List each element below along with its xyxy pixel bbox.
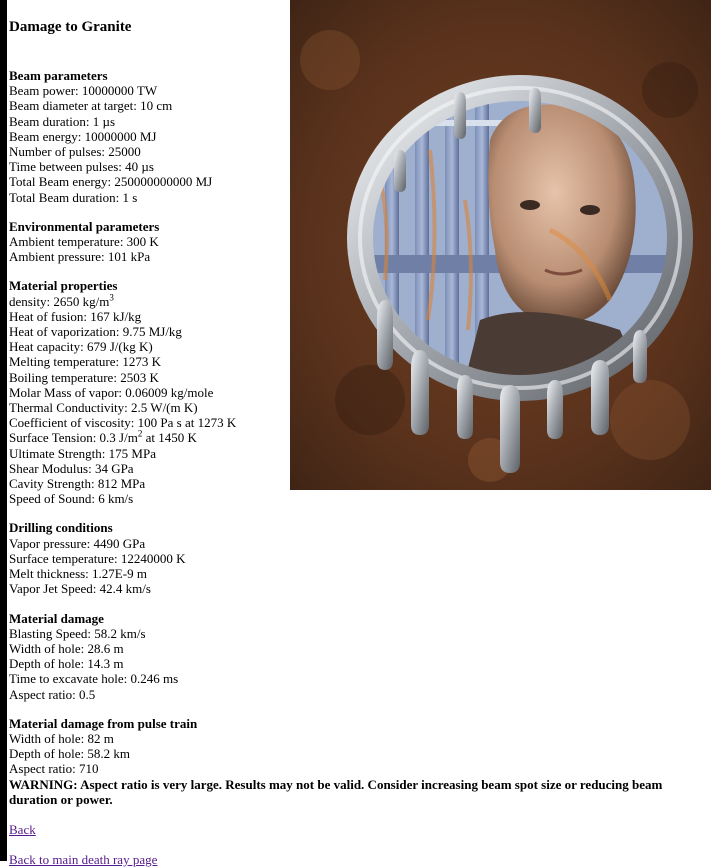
material-damage-section (9, 611, 707, 702)
total-beam-energy: Total Beam energy: 250000000000 MJ (9, 174, 213, 190)
thermal-conductivity: Thermal Conductivity: 2.5 W/(m K) (9, 400, 198, 416)
total-beam-duration: Total Beam duration: 1 s (9, 189, 138, 205)
section-title: Material properties (9, 278, 118, 294)
shear-modulus: Shear Modulus: 34 GPa (9, 460, 134, 476)
density-text: density: 2650 kg/m (9, 293, 110, 309)
beam-parameters-section (9, 68, 707, 205)
melting-temperature: Melting temperature: 1273 K (9, 354, 161, 370)
molar-mass-of-vapor: Molar Mass of vapor: 0.06009 kg/mole (9, 384, 214, 400)
section-title: Beam parameters (9, 68, 108, 83)
navigation-links (9, 822, 707, 867)
heat-capacity: Heat capacity: 679 J/(kg K) (9, 339, 153, 355)
surface-tension (9, 430, 707, 445)
section-title: Material damage from pulse train (9, 715, 198, 731)
section-title: Drilling conditions (9, 520, 113, 536)
vapor-jet-speed: Vapor Jet Speed: 42.4 km/s (9, 581, 151, 597)
pulse-depth-of-hole: Depth of hole: 58.2 km (9, 746, 130, 762)
page-title: Damage to Granite (9, 19, 132, 35)
surface-tension-exponent: 2 (137, 429, 143, 440)
heat-of-vaporization: Heat of vaporization: 9.75 MJ/kg (9, 324, 182, 340)
back-link[interactable]: Back (9, 821, 36, 837)
section-title: Environmental parameters (9, 218, 160, 234)
melt-thickness: Melt thickness: 1.27E-9 m (9, 566, 147, 582)
aspect-ratio: Aspect ratio: 0.5 (9, 686, 96, 702)
environmental-parameters-section (9, 219, 707, 265)
section-title: Material damage (9, 610, 104, 626)
number-of-pulses: Number of pulses: 25000 (9, 144, 141, 160)
ultimate-strength: Ultimate Strength: 175 MPa (9, 445, 156, 461)
surface-temperature: Surface temperature: 12240000 K (9, 550, 186, 566)
material-properties-section (9, 278, 707, 506)
main-content (9, 0, 707, 867)
vapor-pressure: Vapor pressure: 4490 GPa (9, 535, 146, 551)
time-between-pulses: Time between pulses: 40 µs (9, 159, 154, 175)
surface-tension-suffix: at 1450 K (142, 430, 197, 446)
drilling-conditions-section (9, 520, 707, 596)
pulse-aspect-ratio: Aspect ratio: 710 (9, 761, 99, 777)
time-to-excavate: Time to excavate hole: 0.246 ms (9, 671, 179, 687)
width-of-hole: Width of hole: 28.6 m (9, 640, 124, 656)
heat-of-fusion: Heat of fusion: 167 kJ/kg (9, 308, 142, 324)
density-exponent: 3 (109, 292, 114, 303)
pulse-width-of-hole: Width of hole: 82 m (9, 730, 114, 746)
main-page-link[interactable]: Back to main death ray page (9, 852, 158, 867)
beam-energy: Beam energy: 10000000 MJ (9, 128, 157, 144)
left-border (0, 0, 7, 861)
blasting-speed: Blasting Speed: 58.2 km/s (9, 625, 146, 641)
speed-of-sound: Speed of Sound: 6 km/s (9, 491, 134, 507)
warning-message: WARNING: Aspect ratio is very large. Results may not be valid. Consider increasing beam spot size or reducing beam duration or power. (9, 776, 663, 807)
beam-duration: Beam duration: 1 µs (9, 113, 116, 129)
beam-power: Beam power: 10000000 TW (9, 83, 158, 99)
surface-tension-text: Surface Tension: 0.3 J/m (9, 430, 138, 446)
boiling-temperature: Boiling temperature: 2503 K (9, 369, 159, 385)
cavity-strength: Cavity Strength: 812 MPa (9, 476, 146, 492)
coefficient-of-viscosity: Coefficient of viscosity: 100 Pa s at 1273 K (9, 415, 237, 431)
density (9, 294, 707, 309)
depth-of-hole: Depth of hole: 14.3 m (9, 656, 124, 672)
beam-diameter: Beam diameter at target: 10 cm (9, 98, 173, 114)
ambient-temperature: Ambient temperature: 300 K (9, 234, 159, 250)
pulse-train-damage-section (9, 716, 707, 807)
ambient-pressure: Ambient pressure: 101 kPa (9, 249, 151, 265)
